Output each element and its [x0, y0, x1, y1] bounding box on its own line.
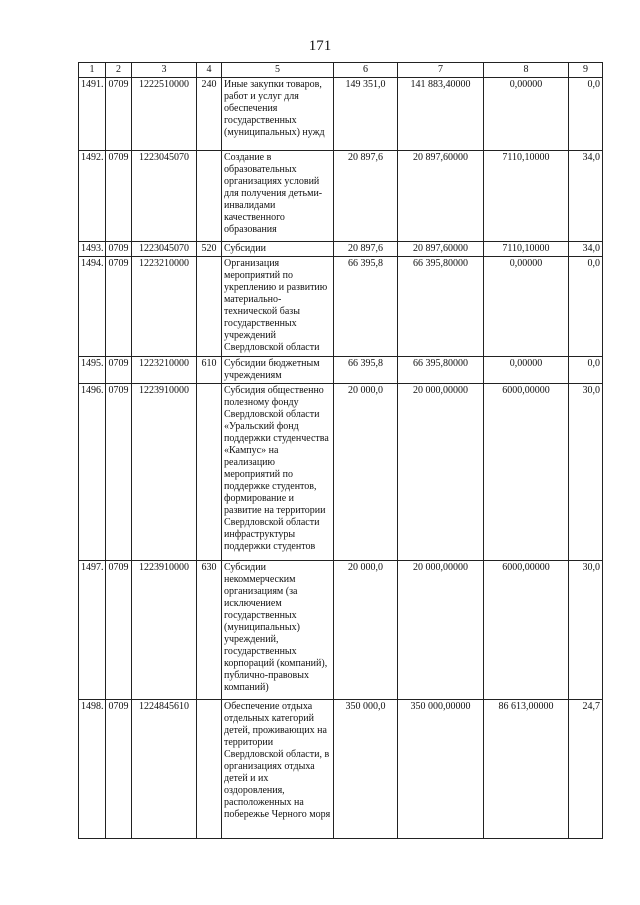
expense-kind-code: [197, 151, 222, 242]
value-col8: 86 613,00000: [484, 700, 569, 839]
value-col9: 30,0: [569, 561, 603, 700]
expense-kind-code: 630: [197, 561, 222, 700]
value-col6: 20 897,6: [334, 242, 398, 257]
value-col7: 20 897,60000: [398, 242, 484, 257]
expense-kind-code: 610: [197, 357, 222, 384]
value-col9: 34,0: [569, 242, 603, 257]
section-code: 0709: [106, 561, 132, 700]
table-row: [79, 561, 603, 700]
value-col7: 20 000,00000: [398, 561, 484, 700]
section-code: 0709: [106, 78, 132, 151]
value-col9: 30,0: [569, 384, 603, 561]
budget-table: [78, 62, 603, 839]
table-header-row: [79, 63, 603, 78]
target-article-code: 1223045070: [132, 242, 197, 257]
target-article-code: 1223045070: [132, 151, 197, 242]
item-name: Субсидии некоммерческим организациям (за исключением государственных (муниципальных) учреждений, государственных корпораций (компаний), публично-правовых компаний): [222, 561, 334, 700]
column-header: 3: [132, 63, 197, 78]
column-header: 2: [106, 63, 132, 78]
target-article-code: 1223210000: [132, 257, 197, 357]
item-name: Организация мероприятий по укреплению и развитию материально-технической базы государственных учреждений Свердловской области: [222, 257, 334, 357]
item-name: Обеспечение отдыха отдельных категорий детей, проживающих на территории Свердловской области, в организациях отдыха детей и их оздоровления, расположенных на побережье Черного моря: [222, 700, 334, 839]
expense-kind-code: 240: [197, 78, 222, 151]
column-header: 1: [79, 63, 106, 78]
expense-kind-code: [197, 257, 222, 357]
value-col6: 350 000,0: [334, 700, 398, 839]
table-row: [79, 242, 603, 257]
section-code: 0709: [106, 257, 132, 357]
value-col9: 0,0: [569, 78, 603, 151]
column-header: 8: [484, 63, 569, 78]
column-header: 5: [222, 63, 334, 78]
table-row: [79, 700, 603, 839]
item-name: Субсидия общественно полезному фонду Свердловской области «Уральский фонд поддержки студенчества «Кампус» на реализацию мероприятий по поддержке студентов, формирование и развитие на территории Свердловской области инфраструктуры поддержки студентов: [222, 384, 334, 561]
row-number: 1495.: [79, 357, 106, 384]
value-col9: 0,0: [569, 357, 603, 384]
item-name: Субсидии бюджетным учреждениям: [222, 357, 334, 384]
expense-kind-code: [197, 700, 222, 839]
value-col9: 0,0: [569, 257, 603, 357]
value-col6: 66 395,8: [334, 357, 398, 384]
section-code: 0709: [106, 357, 132, 384]
value-col7: 350 000,00000: [398, 700, 484, 839]
table-row: [79, 151, 603, 242]
value-col8: 0,00000: [484, 357, 569, 384]
value-col7: 141 883,40000: [398, 78, 484, 151]
table-row: [79, 384, 603, 561]
value-col8: 6000,00000: [484, 384, 569, 561]
section-code: 0709: [106, 384, 132, 561]
value-col6: 66 395,8: [334, 257, 398, 357]
row-number: 1493.: [79, 242, 106, 257]
value-col7: 66 395,80000: [398, 357, 484, 384]
page-number: 171: [308, 38, 332, 54]
value-col7: 20 000,00000: [398, 384, 484, 561]
section-code: 0709: [106, 151, 132, 242]
value-col6: 149 351,0: [334, 78, 398, 151]
table-row: [79, 78, 603, 151]
column-header: 7: [398, 63, 484, 78]
column-header: 9: [569, 63, 603, 78]
table-row: [79, 357, 603, 384]
value-col8: 0,00000: [484, 257, 569, 357]
target-article-code: 1222510000: [132, 78, 197, 151]
value-col9: 24,7: [569, 700, 603, 839]
section-code: 0709: [106, 242, 132, 257]
item-name: Иные закупки товаров, работ и услуг для обеспечения государственных (муниципальных) нужд: [222, 78, 334, 151]
table-row: [79, 257, 603, 357]
row-number: 1497.: [79, 561, 106, 700]
target-article-code: 1223910000: [132, 561, 197, 700]
value-col6: 20 000,0: [334, 561, 398, 700]
expense-kind-code: 520: [197, 242, 222, 257]
value-col7: 66 395,80000: [398, 257, 484, 357]
row-number: 1498.: [79, 700, 106, 839]
target-article-code: 1224845610: [132, 700, 197, 839]
value-col9: 34,0: [569, 151, 603, 242]
value-col6: 20 000,0: [334, 384, 398, 561]
value-col8: 7110,10000: [484, 151, 569, 242]
item-name: Субсидии: [222, 242, 334, 257]
value-col8: 6000,00000: [484, 561, 569, 700]
target-article-code: 1223210000: [132, 357, 197, 384]
section-code: 0709: [106, 700, 132, 839]
value-col8: 0,00000: [484, 78, 569, 151]
value-col6: 20 897,6: [334, 151, 398, 242]
column-header: 6: [334, 63, 398, 78]
value-col8: 7110,10000: [484, 242, 569, 257]
row-number: 1491.: [79, 78, 106, 151]
value-col7: 20 897,60000: [398, 151, 484, 242]
row-number: 1494.: [79, 257, 106, 357]
expense-kind-code: [197, 384, 222, 561]
row-number: 1492.: [79, 151, 106, 242]
target-article-code: 1223910000: [132, 384, 197, 561]
item-name: Создание в образовательных организациях условий для получения детьми-инвалидами качественного образования: [222, 151, 334, 242]
row-number: 1496.: [79, 384, 106, 561]
column-header: 4: [197, 63, 222, 78]
